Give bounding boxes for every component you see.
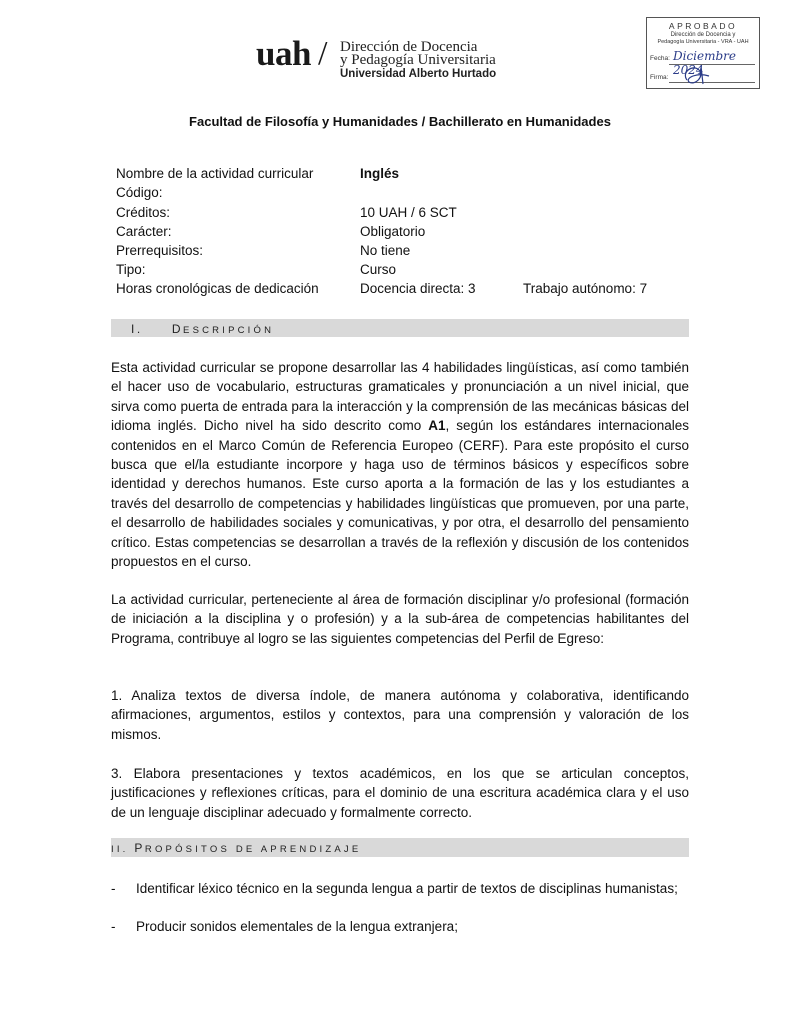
info-label: Nombre de la actividad curricular	[116, 166, 314, 181]
approval-stamp	[646, 17, 760, 89]
purpose-item	[111, 917, 689, 937]
description-paragraph-1: Esta actividad curricular se propone desarrollar las 4 habilidades lingüísticas, así como también el hacer uso de vocabulario, estructuras gramaticales y pronunciación a un nivel inicial, que sirva como puerta de entrada para la interacción y la comprensión de las mecánicas básicas del idioma inglés. Dicho nivel ha sido descrito como A1, según los estándares internacionales contenidos en el Marco Común de Referencia Europeo (CERF). Para este propósito el curso busca que el/la estudiante incorpore y haga uso de términos básicos y específicos sobre identidad y derechos humanos. Este curso aporta a la formación de las y los estudiantes a través del desarrollo de competencias y habilidades lingüísticas que promueven, por una parte, el desarrollo de habilidades sociales y comunicativas, y por otra, el desarrollo del pensamiento crítico. Estas competencias se desarrollan a través de la reflexión y discusión de los contenidos propuestos en el curso.	[111, 360, 689, 570]
signature-scribble	[679, 62, 719, 88]
section-numeral: II.	[111, 844, 129, 855]
info-value: Inglés	[360, 166, 400, 181]
level-a1: A1	[428, 418, 446, 434]
info-value: Curso	[360, 262, 397, 277]
info-label: Código:	[116, 185, 163, 200]
info-extra-value: Trabajo autónomo: 7	[523, 281, 648, 296]
description-paragraph-2: La actividad curricular, perteneciente al área de formación disciplinar y/o profesional (formación de iniciación a la disciplina y o profesión) y a la sub-área de competencias habilitantes del Programa, contribuye al logro se las siguientes competencias del Perfil de Egreso:	[111, 592, 689, 646]
stamp-title: APROBADO	[668, 21, 738, 31]
section-numeral: I.	[131, 322, 143, 336]
bullet-dash: -	[111, 919, 116, 934]
info-label: Horas cronológicas de dedicación	[116, 281, 319, 296]
info-value: No tiene	[360, 243, 411, 258]
faculty-heading: Facultad de Filosofía y Humanidades / Bachillerato en Humanidades	[189, 114, 611, 129]
stamp-signature-label: Firma:	[650, 74, 669, 81]
logo-department-line2: y Pedagogía Universitaria	[340, 52, 496, 68]
section-title-initial: D	[171, 322, 184, 336]
stamp-date-handwritten: Diciembre 2024	[673, 49, 737, 77]
section-title-initial: P	[134, 841, 145, 855]
info-value: 10 UAH / 6 SCT	[360, 205, 457, 220]
info-label: Carácter:	[116, 224, 172, 239]
logo-university-name: Universidad Alberto Hurtado	[340, 68, 497, 80]
stamp-date-label: Fecha:	[650, 55, 670, 62]
info-label: Créditos:	[116, 205, 171, 220]
logo-wordmark: uah	[256, 34, 311, 73]
info-label: Tipo:	[116, 262, 146, 277]
section-title-rest: ROPÓSITOS DE APRENDIZAJE	[144, 844, 362, 855]
section-heading-description	[111, 319, 689, 337]
stamp-line1: Dirección de Docencia y	[670, 32, 736, 38]
purpose-text: Identificar léxico técnico en la segunda lengua a partir de textos de disciplinas humanistas;	[136, 881, 678, 896]
competency-1: 1. Analiza textos de diversa índole, de manera autónoma y colaborativa, identificando afirmaciones, argumentos, estilos y contextos, para una comprensión y valoración de los mismos.	[111, 688, 689, 742]
info-value: Obligatorio	[360, 224, 426, 239]
bullet-dash: -	[111, 881, 116, 896]
competency-3: 3. Elabora presentaciones y textos académicos, en los que se articulan conceptos, justificaciones y reflexiones críticas, para el dominio de una escritura académica clara y el uso de un lenguaje disciplinar adecuado y formalmente correcto.	[111, 766, 689, 820]
section-heading-purposes	[111, 838, 689, 857]
purpose-text: Producir sonidos elementales de la lengua extranjera;	[136, 919, 458, 934]
logo-department-line1: Dirección de Docencia	[340, 39, 478, 55]
stamp-line2: Pedagogía Universitaria - VRA - UAH	[657, 39, 749, 45]
info-value: Docencia directa: 3	[360, 281, 476, 296]
section-title-rest: ESCRIPCIÓN	[183, 325, 275, 336]
logo-slash: /	[318, 35, 328, 72]
info-label: Prerrequisitos:	[116, 243, 204, 258]
purpose-item	[111, 879, 689, 918]
